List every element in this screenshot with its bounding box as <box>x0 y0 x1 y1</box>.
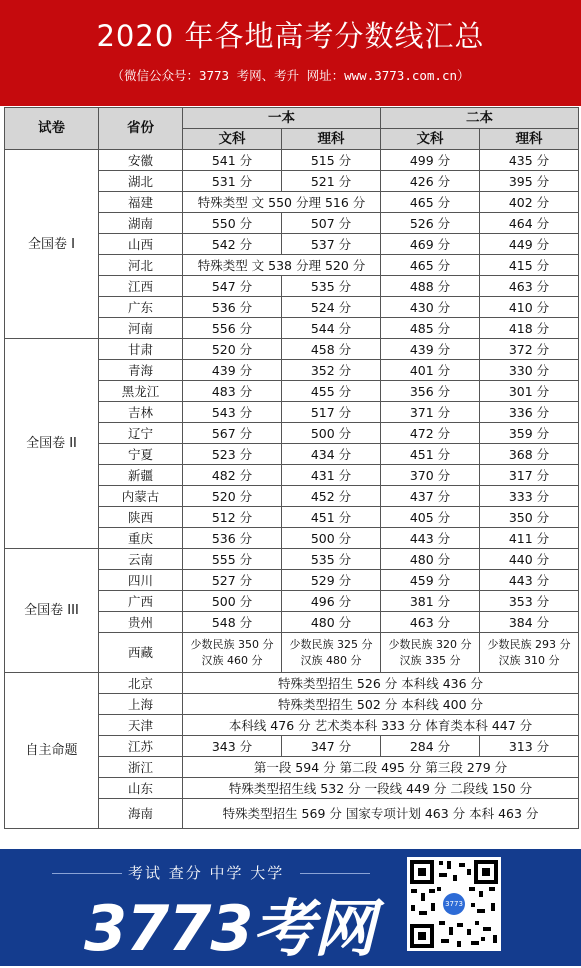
province-cell: 青海 <box>99 360 183 381</box>
province-cell: 山西 <box>99 234 183 255</box>
score-cell: 443 分 <box>480 570 579 591</box>
score-cell: 500 分 <box>183 591 282 612</box>
group-label: 全国卷 III <box>5 549 99 673</box>
score-cell: 370 分 <box>381 465 480 486</box>
score-cell: 480 分 <box>282 612 381 633</box>
score-cell: 482 分 <box>183 465 282 486</box>
score-cell: 405 分 <box>381 507 480 528</box>
score-cell: 535 分 <box>282 276 381 297</box>
score-cell: 452 分 <box>282 486 381 507</box>
score-cell-merged: 特殊类型 文 538 分理 520 分 <box>183 255 381 276</box>
score-cell: 333 分 <box>480 486 579 507</box>
score-cell: 520 分 <box>183 339 282 360</box>
score-cell: 384 分 <box>480 612 579 633</box>
score-cell: 451 分 <box>381 444 480 465</box>
minority-score: 少数民族 293 分 <box>487 637 571 651</box>
score-cell: 463 分 <box>480 276 579 297</box>
province-cell: 云南 <box>99 549 183 570</box>
score-cell: 301 分 <box>480 381 579 402</box>
score-cell: 500 分 <box>282 423 381 444</box>
score-cell: 541 分 <box>183 150 282 171</box>
table-body <box>5 150 579 829</box>
score-cell: 567 分 <box>183 423 282 444</box>
province-cell: 四川 <box>99 570 183 591</box>
minority-score: 少数民族 320 分 <box>388 637 472 651</box>
score-cell: 537 分 <box>282 234 381 255</box>
han-score: 汉族 460 分 <box>201 653 263 667</box>
header-province: 省份 <box>99 108 183 150</box>
brand-logo: 3773考网 <box>84 892 375 965</box>
score-cell: 443 分 <box>381 528 480 549</box>
divider <box>52 873 122 874</box>
score-cell: 515 分 <box>282 150 381 171</box>
score-cell: 356 分 <box>381 381 480 402</box>
score-cell: 449 分 <box>480 234 579 255</box>
score-cell: 507 分 <box>282 213 381 234</box>
province-cell: 辽宁 <box>99 423 183 444</box>
score-cell: 371 分 <box>381 402 480 423</box>
score-cell: 550 分 <box>183 213 282 234</box>
score-cell: 535 分 <box>282 549 381 570</box>
table-row <box>5 339 579 360</box>
score-cell-split <box>282 633 381 673</box>
province-cell: 上海 <box>99 694 183 715</box>
score-cell: 401 分 <box>381 360 480 381</box>
province-cell: 浙江 <box>99 757 183 778</box>
province-cell: 河北 <box>99 255 183 276</box>
score-cell-split <box>381 633 480 673</box>
han-score: 汉族 310 分 <box>498 653 560 667</box>
score-cell: 336 分 <box>480 402 579 423</box>
header-tier1: 一本 <box>183 108 381 129</box>
table-row <box>5 673 579 694</box>
divider <box>300 873 370 874</box>
score-cell: 544 分 <box>282 318 381 339</box>
score-cell: 469 分 <box>381 234 480 255</box>
province-cell: 甘肃 <box>99 339 183 360</box>
province-cell: 新疆 <box>99 465 183 486</box>
score-cell: 439 分 <box>183 360 282 381</box>
qr-logo-badge: 3773 <box>443 893 465 915</box>
score-cell: 524 分 <box>282 297 381 318</box>
score-cell: 531 分 <box>183 171 282 192</box>
score-cell: 347 分 <box>282 736 381 757</box>
score-cell: 521 分 <box>282 171 381 192</box>
province-cell: 湖南 <box>99 213 183 234</box>
han-score: 汉族 335 分 <box>399 653 461 667</box>
header-paper: 试卷 <box>5 108 99 150</box>
group-label: 全国卷 I <box>5 150 99 339</box>
score-cell: 459 分 <box>381 570 480 591</box>
score-cell: 343 分 <box>183 736 282 757</box>
header-tier1-science: 理科 <box>282 129 381 150</box>
score-cell: 368 分 <box>480 444 579 465</box>
province-cell: 广东 <box>99 297 183 318</box>
score-cell: 317 分 <box>480 465 579 486</box>
score-cell: 465 分 <box>381 192 480 213</box>
score-cell: 500 分 <box>282 528 381 549</box>
score-cell: 523 分 <box>183 444 282 465</box>
score-cell: 496 分 <box>282 591 381 612</box>
table-row <box>5 549 579 570</box>
score-cell: 313 分 <box>480 736 579 757</box>
province-cell: 吉林 <box>99 402 183 423</box>
score-cell: 499 分 <box>381 150 480 171</box>
score-cell: 485 分 <box>381 318 480 339</box>
score-cell: 536 分 <box>183 528 282 549</box>
score-cell: 488 分 <box>381 276 480 297</box>
score-cell: 483 分 <box>183 381 282 402</box>
score-cell: 458 分 <box>282 339 381 360</box>
province-cell: 重庆 <box>99 528 183 549</box>
province-cell: 江西 <box>99 276 183 297</box>
province-cell: 天津 <box>99 715 183 736</box>
province-cell: 安徽 <box>99 150 183 171</box>
table-row <box>5 150 579 171</box>
title-banner <box>0 0 581 106</box>
score-cell: 480 分 <box>381 549 480 570</box>
score-cell: 451 分 <box>282 507 381 528</box>
score-cell: 330 分 <box>480 360 579 381</box>
score-cell: 353 分 <box>480 591 579 612</box>
minority-score: 少数民族 325 分 <box>289 637 373 651</box>
score-cell: 426 分 <box>381 171 480 192</box>
province-cell: 宁夏 <box>99 444 183 465</box>
score-cell: 556 分 <box>183 318 282 339</box>
score-cell: 435 分 <box>480 150 579 171</box>
province-cell: 福建 <box>99 192 183 213</box>
score-cell: 527 分 <box>183 570 282 591</box>
qr-code-icon <box>407 857 501 951</box>
score-cell: 464 分 <box>480 213 579 234</box>
score-cell-merged: 特殊类型招生 502 分 本科线 400 分 <box>183 694 579 715</box>
score-cell: 529 分 <box>282 570 381 591</box>
score-cell-merged: 特殊类型招生 526 分 本科线 436 分 <box>183 673 579 694</box>
province-cell: 河南 <box>99 318 183 339</box>
province-cell: 江苏 <box>99 736 183 757</box>
header-tier2-science: 理科 <box>480 129 579 150</box>
score-cell: 465 分 <box>381 255 480 276</box>
page-subtitle: （微信公众号：3773 考网、考升 网址：www.3773.com.cn） <box>111 68 470 83</box>
minority-score: 少数民族 350 分 <box>190 637 274 651</box>
footer-banner <box>0 849 581 966</box>
province-cell: 西藏 <box>99 633 183 673</box>
score-cell-split <box>183 633 282 673</box>
group-label: 自主命题 <box>5 673 99 829</box>
score-cell: 555 分 <box>183 549 282 570</box>
han-score: 汉族 480 分 <box>300 653 362 667</box>
score-cell: 517 分 <box>282 402 381 423</box>
score-cell: 359 分 <box>480 423 579 444</box>
score-cell: 520 分 <box>183 486 282 507</box>
province-cell: 广西 <box>99 591 183 612</box>
province-cell: 山东 <box>99 778 183 799</box>
province-cell: 内蒙古 <box>99 486 183 507</box>
score-cell: 284 分 <box>381 736 480 757</box>
score-cell: 352 分 <box>282 360 381 381</box>
page-title: 2020 年各地高考分数线汇总 <box>96 19 485 53</box>
province-cell: 贵州 <box>99 612 183 633</box>
header-tier2-arts: 文科 <box>381 129 480 150</box>
score-cell: 472 分 <box>381 423 480 444</box>
score-cell: 437 分 <box>381 486 480 507</box>
province-cell: 黑龙江 <box>99 381 183 402</box>
score-cell: 402 分 <box>480 192 579 213</box>
header-tier1-arts: 文科 <box>183 129 282 150</box>
score-cell: 411 分 <box>480 528 579 549</box>
score-cell: 431 分 <box>282 465 381 486</box>
score-cell: 542 分 <box>183 234 282 255</box>
score-cell: 455 分 <box>282 381 381 402</box>
score-table <box>4 107 579 829</box>
province-cell: 陕西 <box>99 507 183 528</box>
province-cell: 湖北 <box>99 171 183 192</box>
province-cell: 海南 <box>99 799 183 829</box>
score-cell-merged: 本科线 476 分 艺术类本科 333 分 体育类本科 447 分 <box>183 715 579 736</box>
score-cell: 536 分 <box>183 297 282 318</box>
score-cell-merged: 特殊类型 文 550 分理 516 分 <box>183 192 381 213</box>
score-cell-merged: 特殊类型招生 569 分 国家专项计划 463 分 本科 463 分 <box>183 799 579 829</box>
score-cell: 439 分 <box>381 339 480 360</box>
score-cell: 548 分 <box>183 612 282 633</box>
score-cell-split <box>480 633 579 673</box>
score-cell: 381 分 <box>381 591 480 612</box>
score-cell: 350 分 <box>480 507 579 528</box>
score-cell: 440 分 <box>480 549 579 570</box>
score-cell: 526 分 <box>381 213 480 234</box>
footer-tagline: 考试 查分 中学 大学 <box>128 864 285 882</box>
score-cell: 430 分 <box>381 297 480 318</box>
score-cell-merged: 特殊类型招生线 532 分 一段线 449 分 二段线 150 分 <box>183 778 579 799</box>
score-cell: 547 分 <box>183 276 282 297</box>
score-cell: 410 分 <box>480 297 579 318</box>
score-cell: 415 分 <box>480 255 579 276</box>
score-cell: 434 分 <box>282 444 381 465</box>
header-tier2: 二本 <box>381 108 579 129</box>
score-cell: 512 分 <box>183 507 282 528</box>
score-cell-merged: 第一段 594 分 第二段 495 分 第三段 279 分 <box>183 757 579 778</box>
score-cell: 372 分 <box>480 339 579 360</box>
province-cell: 北京 <box>99 673 183 694</box>
score-cell: 418 分 <box>480 318 579 339</box>
score-cell: 463 分 <box>381 612 480 633</box>
group-label: 全国卷 II <box>5 339 99 549</box>
score-cell: 395 分 <box>480 171 579 192</box>
table-header <box>5 108 579 150</box>
score-cell: 543 分 <box>183 402 282 423</box>
